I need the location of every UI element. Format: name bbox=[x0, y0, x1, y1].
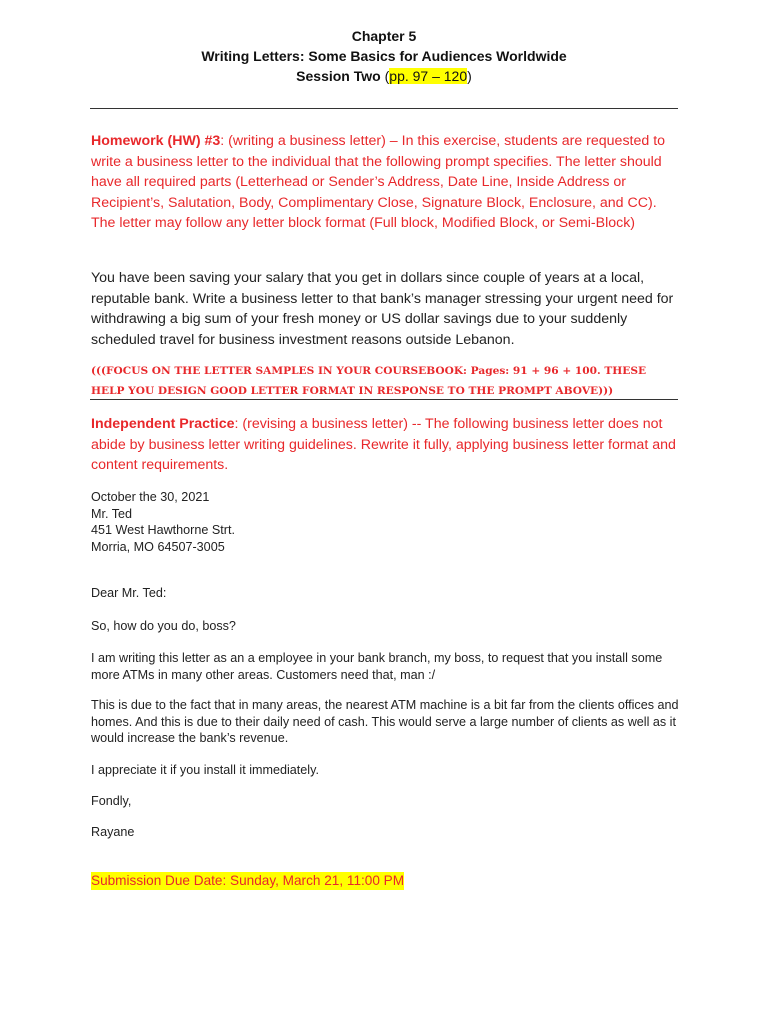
homework-text: : (writing a business letter) – In this exercise, students are requested to write a business letter to the individual that the following prompt specifies. The letter should have all required parts (Letterhead or Sender’s Address, Date Line, Inside Address or Recipient’s, Salutation, Body, Complimentary Close, Signature Block, Enclosure, and CC). The letter may follow any letter block format (Full block, Modified Block, or Semi-Block) bbox=[91, 133, 666, 232]
session-close-paren: ) bbox=[467, 68, 472, 84]
homework-label: Homework (HW) #3 bbox=[91, 133, 221, 149]
practice-paragraph bbox=[91, 414, 681, 476]
document-header bbox=[0, 26, 768, 86]
focus-note: (((FOCUS ON THE LETTER SAMPLES IN YOUR COURSEBOOK: Pages: 91 + 96 + 100. THESE HELP YOU DESIGN GOOD LETTER FORMAT IN RESPONSE TO THE PROMPT ABOVE))) bbox=[91, 365, 647, 397]
letter-body-2: This is due to the fact that in many areas, the nearest ATM machine is a bit far from the clients offices and homes. And this is due to their daily need of cash. This would serve a large number of clients as well as it would increase the bank’s revenue. bbox=[91, 698, 679, 746]
letter-salutation: Dear Mr. Ted: bbox=[91, 586, 167, 600]
letter-date: October the 30, 2021 bbox=[91, 490, 210, 504]
submission-due-date: Submission Due Date: Sunday, March 21, 11:00 PM bbox=[91, 873, 405, 888]
letter-city: Morria, MO 64507-3005 bbox=[91, 539, 225, 554]
letter-body-1: I am writing this letter as an a employee in your bank branch, my boss, to request that you install some more ATMs in many other areas. Customers need that, man :/ bbox=[91, 651, 663, 682]
practice-text: : (revising a business letter) -- The following business letter does not abide by business letter writing guidelines. Rewrite it fully, applying business letter format and content requirements. bbox=[91, 416, 676, 474]
homework-paragraph bbox=[91, 131, 681, 234]
section-divider bbox=[90, 399, 678, 400]
chapter-title: Writing Letters: Some Basics for Audiences Worldwide bbox=[201, 48, 567, 64]
practice-label: Independent Practice bbox=[91, 416, 235, 432]
header-divider bbox=[90, 108, 678, 109]
session-label: Session Two bbox=[296, 68, 381, 84]
letter-closing: Fondly, bbox=[91, 794, 132, 808]
letter-signature: Rayane bbox=[91, 825, 135, 839]
letter-body-3: I appreciate it if you install it immediately. bbox=[91, 763, 319, 777]
session-pages-highlight: pp. 97 – 120 bbox=[389, 68, 468, 84]
letter-recipient-name: Mr. Ted bbox=[91, 506, 133, 521]
letter-opening: So, how do you do, boss? bbox=[91, 619, 236, 633]
session-open-paren: ( bbox=[380, 68, 390, 84]
session-line bbox=[0, 66, 768, 86]
prompt-paragraph: You have been saving your salary that you get in dollars since couple of years at a local, reputable bank. Write a business letter to that bank’s manager stressing your urgent need for withdrawing a big sum of your fresh money or US dollar savings due to your suddenly scheduled travel for business investment reasons outside Lebanon. bbox=[91, 270, 674, 348]
letter-address-block bbox=[91, 489, 681, 555]
letter-street: 451 West Hawthorne Strt. bbox=[91, 523, 235, 538]
chapter-heading: Chapter 5 bbox=[351, 28, 417, 44]
